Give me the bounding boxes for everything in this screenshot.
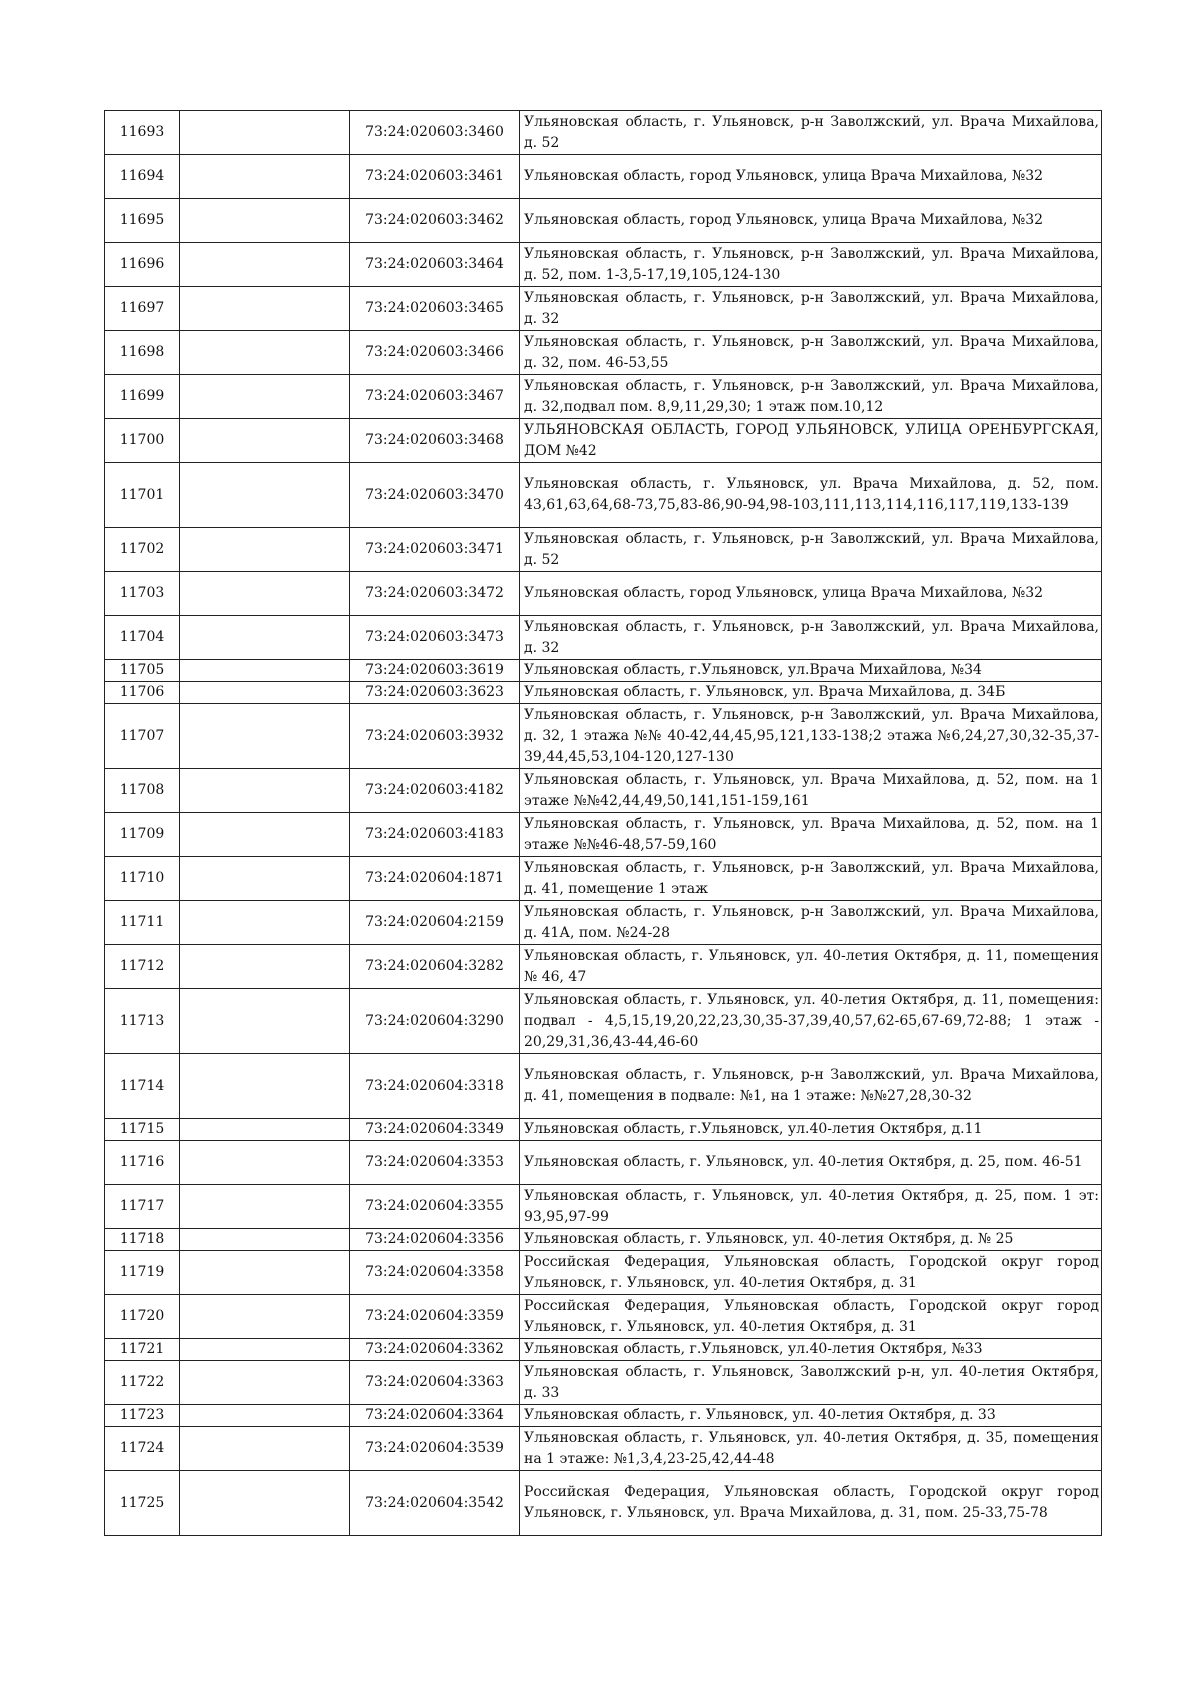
address-cell: Ульяновская область, город Ульяновск, улица Врача Михайлова, №32 <box>520 155 1102 199</box>
row-number-cell: 11700 <box>105 419 180 463</box>
address-cell: Ульяновская область, г. Ульяновск, ул. 40-летия Октября, д. 35, помещения на 1 этаже: №1,3,4,23-25,42,44-48 <box>520 1427 1102 1471</box>
address-cell: Ульяновская область, г. Ульяновск, ул. 40-летия Октября, д. 11, помещения № 46, 47 <box>520 945 1102 989</box>
table-row <box>105 243 1102 287</box>
empty-cell <box>180 704 350 769</box>
table-row <box>105 199 1102 243</box>
cadastral-number-cell: 73:24:020604:3539 <box>350 1427 520 1471</box>
address-cell: Ульяновская область, г. Ульяновск, р-н Заволжский, ул. Врача Михайлова, д. 32, 1 этажа №№ 40-42,44,45,95,121,133-138;2 этажа №6,24,27,30,32-35,37-39,44,45,53,104-120,127-130 <box>520 704 1102 769</box>
row-number-cell: 11703 <box>105 572 180 616</box>
address-cell: Ульяновская область, г. Ульяновск, р-н Заволжский, ул. Врача Михайлова, д. 32, пом. 46-53,55 <box>520 331 1102 375</box>
address-cell: Ульяновская область, город Ульяновск, улица Врача Михайлова, №32 <box>520 572 1102 616</box>
row-number-cell: 11709 <box>105 813 180 857</box>
table-row <box>105 1295 1102 1339</box>
address-cell: Российская Федерация, Ульяновская область, Городской округ город Ульяновск, г. Ульяновск, ул. 40-летия Октября, д. 31 <box>520 1295 1102 1339</box>
row-number-cell: 11723 <box>105 1405 180 1427</box>
empty-cell <box>180 857 350 901</box>
empty-cell <box>180 111 350 155</box>
row-number-cell: 11701 <box>105 463 180 528</box>
empty-cell <box>180 287 350 331</box>
cadastral-number-cell: 73:24:020604:3318 <box>350 1054 520 1119</box>
address-cell: УЛЬЯНОВСКАЯ ОБЛАСТЬ, ГОРОД УЛЬЯНОВСК, УЛИЦА ОРЕНБУРГСКАЯ, ДОМ №42 <box>520 419 1102 463</box>
empty-cell <box>180 945 350 989</box>
address-cell: Ульяновская область, г.Ульяновск, ул.Врача Михайлова, №34 <box>520 660 1102 682</box>
row-number-cell: 11707 <box>105 704 180 769</box>
empty-cell <box>180 901 350 945</box>
table-row <box>105 704 1102 769</box>
table-row <box>105 1339 1102 1361</box>
empty-cell <box>180 813 350 857</box>
row-number-cell: 11713 <box>105 989 180 1054</box>
row-number-cell: 11694 <box>105 155 180 199</box>
empty-cell <box>180 1119 350 1141</box>
table-row <box>105 1185 1102 1229</box>
cadastral-number-cell: 73:24:020604:3363 <box>350 1361 520 1405</box>
address-cell: Российская Федерация, Ульяновская область, Городской округ город Ульяновск, г. Ульяновск, ул. 40-летия Октября, д. 31 <box>520 1251 1102 1295</box>
address-cell: Ульяновская область, г. Ульяновск, ул. Врача Михайлова, д. 52, пом. на 1 этаже №№46-48,57-59,160 <box>520 813 1102 857</box>
empty-cell <box>180 1229 350 1251</box>
row-number-cell: 11693 <box>105 111 180 155</box>
row-number-cell: 11716 <box>105 1141 180 1185</box>
empty-cell <box>180 199 350 243</box>
empty-cell <box>180 463 350 528</box>
row-number-cell: 11717 <box>105 1185 180 1229</box>
empty-cell <box>180 1339 350 1361</box>
table-row <box>105 1405 1102 1427</box>
row-number-cell: 11695 <box>105 199 180 243</box>
address-cell: Ульяновская область, г. Ульяновск, ул. 40-летия Октября, д. 33 <box>520 1405 1102 1427</box>
empty-cell <box>180 331 350 375</box>
address-cell: Ульяновская область, г. Ульяновск, ул. Врача Михайлова, д. 52, пом. 43,61,63,64,68-73,75,83-86,90-94,98-103,111,113,114,116,117,119,133-139 <box>520 463 1102 528</box>
table-row <box>105 1361 1102 1405</box>
address-cell: Ульяновская область, город Ульяновск, улица Врача Михайлова, №32 <box>520 199 1102 243</box>
table-row <box>105 1054 1102 1119</box>
table-row <box>105 769 1102 813</box>
table-row <box>105 463 1102 528</box>
row-number-cell: 11718 <box>105 1229 180 1251</box>
table-row <box>105 331 1102 375</box>
address-cell: Ульяновская область, г. Ульяновск, р-н Заволжский, ул. Врача Михайлова, д. 52 <box>520 528 1102 572</box>
table-row <box>105 111 1102 155</box>
address-cell: Российская Федерация, Ульяновская область, Городской округ город Ульяновск, г. Ульяновск, ул. Врача Михайлова, д. 31, пом. 25-33,75-78 <box>520 1471 1102 1536</box>
table-row <box>105 1229 1102 1251</box>
address-cell: Ульяновская область, г. Ульяновск, ул. 40-летия Октября, д. № 25 <box>520 1229 1102 1251</box>
table-row <box>105 1251 1102 1295</box>
row-number-cell: 11711 <box>105 901 180 945</box>
row-number-cell: 11698 <box>105 331 180 375</box>
cadastral-number-cell: 73:24:020604:3349 <box>350 1119 520 1141</box>
address-cell: Ульяновская область, г. Ульяновск, р-н Заволжский, ул. Врача Михайлова, д. 32 <box>520 287 1102 331</box>
empty-cell <box>180 375 350 419</box>
empty-cell <box>180 682 350 704</box>
empty-cell <box>180 1295 350 1339</box>
empty-cell <box>180 1251 350 1295</box>
cadastral-number-cell: 73:24:020604:3353 <box>350 1141 520 1185</box>
cadastral-number-cell: 73:24:020603:3466 <box>350 331 520 375</box>
row-number-cell: 11696 <box>105 243 180 287</box>
table-row <box>105 857 1102 901</box>
cadastral-number-cell: 73:24:020604:3358 <box>350 1251 520 1295</box>
row-number-cell: 11724 <box>105 1427 180 1471</box>
row-number-cell: 11697 <box>105 287 180 331</box>
table-row <box>105 813 1102 857</box>
table-row <box>105 1119 1102 1141</box>
table-row <box>105 945 1102 989</box>
address-cell: Ульяновская область, г. Ульяновск, ул. 40-летия Октября, д. 25, пом. 46-51 <box>520 1141 1102 1185</box>
registry-table <box>104 110 1102 1536</box>
address-cell: Ульяновская область, г. Ульяновск, р-н Заволжский, ул. Врача Михайлова, д. 41, помещение 1 этаж <box>520 857 1102 901</box>
row-number-cell: 11725 <box>105 1471 180 1536</box>
cadastral-number-cell: 73:24:020603:3619 <box>350 660 520 682</box>
row-number-cell: 11702 <box>105 528 180 572</box>
table-row <box>105 1427 1102 1471</box>
row-number-cell: 11720 <box>105 1295 180 1339</box>
empty-cell <box>180 1427 350 1471</box>
empty-cell <box>180 419 350 463</box>
cadastral-number-cell: 73:24:020603:3473 <box>350 616 520 660</box>
empty-cell <box>180 1361 350 1405</box>
empty-cell <box>180 1405 350 1427</box>
address-cell: Ульяновская область, г. Ульяновск, Заволжский р-н, ул. 40-летия Октября, д. 33 <box>520 1361 1102 1405</box>
empty-cell <box>180 660 350 682</box>
address-cell: Ульяновская область, г. Ульяновск, р-н Заволжский, ул. Врача Михайлова, д. 52, пом. 1-3,5-17,19,105,124-130 <box>520 243 1102 287</box>
cadastral-number-cell: 73:24:020603:3465 <box>350 287 520 331</box>
cadastral-number-cell: 73:24:020604:3290 <box>350 989 520 1054</box>
registry-body <box>105 111 1102 1536</box>
row-number-cell: 11714 <box>105 1054 180 1119</box>
row-number-cell: 11706 <box>105 682 180 704</box>
table-row <box>105 989 1102 1054</box>
empty-cell <box>180 1185 350 1229</box>
cadastral-number-cell: 73:24:020604:1871 <box>350 857 520 901</box>
table-row <box>105 616 1102 660</box>
cadastral-number-cell: 73:24:020603:3472 <box>350 572 520 616</box>
table-row <box>105 1141 1102 1185</box>
row-number-cell: 11719 <box>105 1251 180 1295</box>
address-cell: Ульяновская область, г. Ульяновск, ул. Врача Михайлова, д. 34Б <box>520 682 1102 704</box>
address-cell: Ульяновская область, г. Ульяновск, р-н Заволжский, ул. Врача Михайлова, д. 32,подвал пом. 8,9,11,29,30; 1 этаж пом.10,12 <box>520 375 1102 419</box>
empty-cell <box>180 1141 350 1185</box>
address-cell: Ульяновская область, г. Ульяновск, ул. Врача Михайлова, д. 52, пом. на 1 этаже №№42,44,49,50,141,151-159,161 <box>520 769 1102 813</box>
row-number-cell: 11699 <box>105 375 180 419</box>
table-row <box>105 287 1102 331</box>
table-row <box>105 1471 1102 1536</box>
cadastral-number-cell: 73:24:020603:3471 <box>350 528 520 572</box>
cadastral-number-cell: 73:24:020603:3460 <box>350 111 520 155</box>
cadastral-number-cell: 73:24:020603:3461 <box>350 155 520 199</box>
cadastral-number-cell: 73:24:020603:3932 <box>350 704 520 769</box>
empty-cell <box>180 155 350 199</box>
table-row <box>105 660 1102 682</box>
row-number-cell: 11721 <box>105 1339 180 1361</box>
row-number-cell: 11708 <box>105 769 180 813</box>
cadastral-number-cell: 73:24:020603:4183 <box>350 813 520 857</box>
cadastral-number-cell: 73:24:020604:3359 <box>350 1295 520 1339</box>
table-row <box>105 901 1102 945</box>
empty-cell <box>180 769 350 813</box>
address-cell: Ульяновская область, г.Ульяновск, ул.40-летия Октября, №33 <box>520 1339 1102 1361</box>
empty-cell <box>180 1471 350 1536</box>
cadastral-number-cell: 73:24:020603:3462 <box>350 199 520 243</box>
cadastral-number-cell: 73:24:020604:3364 <box>350 1405 520 1427</box>
empty-cell <box>180 572 350 616</box>
address-cell: Ульяновская область, г. Ульяновск, ул. 40-летия Октября, д. 25, пом. 1 эт: 93,95,97-99 <box>520 1185 1102 1229</box>
address-cell: Ульяновская область, г. Ульяновск, р-н Заволжский, ул. Врача Михайлова, д. 32 <box>520 616 1102 660</box>
table-row <box>105 419 1102 463</box>
cadastral-number-cell: 73:24:020603:3623 <box>350 682 520 704</box>
address-cell: Ульяновская область, г. Ульяновск, р-н Заволжский, ул. Врача Михайлова, д. 52 <box>520 111 1102 155</box>
cadastral-number-cell: 73:24:020603:3470 <box>350 463 520 528</box>
table-row <box>105 528 1102 572</box>
row-number-cell: 11715 <box>105 1119 180 1141</box>
empty-cell <box>180 616 350 660</box>
table-row <box>105 155 1102 199</box>
address-cell: Ульяновская область, г. Ульяновск, ул. 40-летия Октября, д. 11, помещения: подвал - 4,5,15,19,20,22,23,30,35-37,39,40,57,62-65,67-69,72-88; 1 этаж - 20,29,31,36,43-44,46-60 <box>520 989 1102 1054</box>
empty-cell <box>180 243 350 287</box>
cadastral-number-cell: 73:24:020603:3464 <box>350 243 520 287</box>
row-number-cell: 11722 <box>105 1361 180 1405</box>
table-row <box>105 572 1102 616</box>
table-row <box>105 375 1102 419</box>
row-number-cell: 11705 <box>105 660 180 682</box>
row-number-cell: 11710 <box>105 857 180 901</box>
cadastral-number-cell: 73:24:020604:3542 <box>350 1471 520 1536</box>
cadastral-number-cell: 73:24:020604:3355 <box>350 1185 520 1229</box>
empty-cell <box>180 528 350 572</box>
table-row <box>105 682 1102 704</box>
row-number-cell: 11712 <box>105 945 180 989</box>
cadastral-number-cell: 73:24:020604:3282 <box>350 945 520 989</box>
cadastral-number-cell: 73:24:020604:3356 <box>350 1229 520 1251</box>
address-cell: Ульяновская область, г. Ульяновск, р-н Заволжский, ул. Врача Михайлова, д. 41, помещения в подвале: №1, на 1 этаже: №№27,28,30-32 <box>520 1054 1102 1119</box>
row-number-cell: 11704 <box>105 616 180 660</box>
cadastral-number-cell: 73:24:020604:2159 <box>350 901 520 945</box>
address-cell: Ульяновская область, г. Ульяновск, р-н Заволжский, ул. Врача Михайлова, д. 41А, пом. №24-28 <box>520 901 1102 945</box>
cadastral-number-cell: 73:24:020603:3467 <box>350 375 520 419</box>
cadastral-number-cell: 73:24:020604:3362 <box>350 1339 520 1361</box>
cadastral-number-cell: 73:24:020603:3468 <box>350 419 520 463</box>
empty-cell <box>180 1054 350 1119</box>
address-cell: Ульяновская область, г.Ульяновск, ул.40-летия Октября, д.11 <box>520 1119 1102 1141</box>
empty-cell <box>180 989 350 1054</box>
cadastral-number-cell: 73:24:020603:4182 <box>350 769 520 813</box>
